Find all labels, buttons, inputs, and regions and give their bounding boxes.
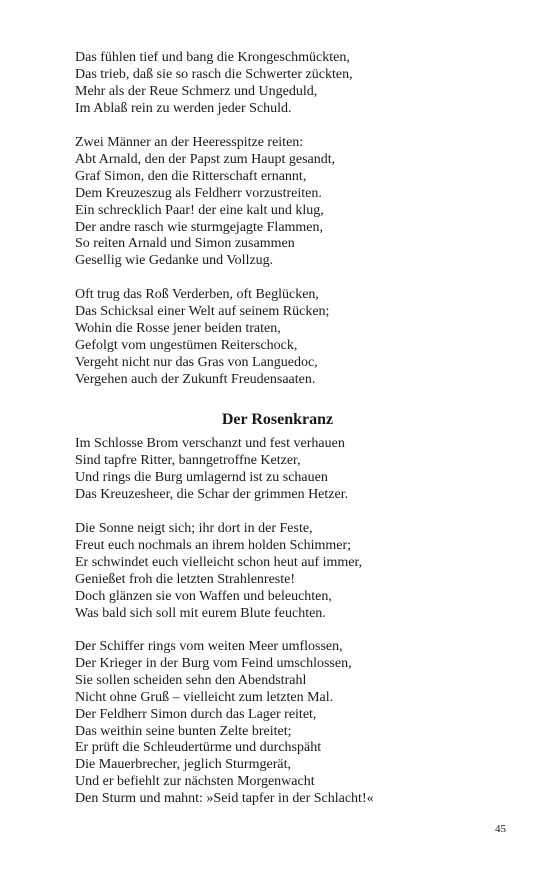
verse-line: Abt Arnald, den der Papst zum Haupt gesandt, bbox=[75, 151, 336, 167]
verse-line: Die Sonne neigt sich; ihr dort in der Feste, bbox=[75, 521, 313, 536]
verse-line: Der andre rasch wie sturmgejagte Flammen, bbox=[75, 219, 324, 235]
verse-line: Er schwindet euch vielleicht schon heut auf immer, bbox=[75, 554, 363, 570]
verse-line: Im Ablaß rein zu werden jeder Schuld. bbox=[75, 100, 292, 116]
verse-line: Das Kreuzesheer, die Schar der grimmen Hetzer. bbox=[75, 486, 349, 502]
verse-line: Freut euch nochmals an ihrem holden Schimmer; bbox=[75, 537, 352, 553]
verse-line: Doch glänzen sie von Waffen und beleuchten, bbox=[75, 588, 332, 604]
verse-line: Und rings die Burg umlagernd ist zu schauen bbox=[75, 469, 328, 485]
verse-line: Er prüft die Schleudertürme und durchspäht bbox=[75, 740, 322, 756]
verse-line: Die Mauerbrecher, jeglich Sturmgerät, bbox=[75, 757, 291, 773]
verse-line: Vergehen auch der Zukunft Freudensaaten. bbox=[75, 371, 316, 387]
verse-line: Sie sollen scheiden sehn den Abendstrahl bbox=[75, 672, 307, 688]
page-number: 45 bbox=[495, 823, 506, 835]
verse-line: Der Schiffer rings vom weiten Meer umflossen, bbox=[75, 639, 343, 654]
stanza-3 bbox=[75, 287, 329, 388]
poem-title: Der Rosenkranz bbox=[221, 411, 334, 428]
verse-line: Und er befiehlt zur nächsten Morgenwacht bbox=[75, 774, 315, 790]
verse-line: Graf Simon, den die Ritterschaft ernannt, bbox=[75, 168, 307, 184]
stanza-4 bbox=[75, 436, 348, 504]
verse-line: Der Feldherr Simon durch das Lager reitet, bbox=[75, 706, 317, 722]
verse-line: Das Schicksal einer Welt auf seinem Rücken; bbox=[75, 303, 330, 319]
verse-line: Zwei Männer an der Heeresspitze reiten: bbox=[75, 135, 304, 150]
verse-line: So reiten Arnald und Simon zusammen bbox=[75, 236, 295, 252]
verse-line: Wohin die Rosse jener beiden traten, bbox=[75, 320, 281, 336]
verse-line: Sind tapfre Ritter, banngetroffne Ketzer, bbox=[75, 452, 301, 468]
verse-line: Im Schlosse Brom verschanzt und fest verhauen bbox=[75, 436, 345, 451]
verse-line: Mehr als der Reue Schmerz und Ungeduld, bbox=[75, 83, 318, 99]
stanza-2 bbox=[75, 135, 335, 270]
verse-line: Ein schrecklich Paar! der eine kalt und klug, bbox=[75, 202, 324, 218]
verse-line: Das fühlen tief und bang die Krongeschmückten, bbox=[75, 50, 350, 65]
verse-line: Der Krieger in der Burg vom Feind umschlossen, bbox=[75, 655, 352, 671]
verse-line: Das weithin seine bunten Zelte breitet; bbox=[75, 723, 292, 739]
stanza-5 bbox=[75, 521, 362, 622]
verse-line: Vergeht nicht nur das Gras von Languedoc, bbox=[75, 354, 318, 370]
stanza-1 bbox=[75, 50, 353, 118]
verse-line: Nicht ohne Gruß – vielleicht zum letzten Mal. bbox=[75, 689, 334, 705]
verse-line: Genießet froh die letzten Strahlenreste! bbox=[75, 571, 296, 587]
verse-line: Gefolgt vom ungestümen Reiterschock, bbox=[75, 337, 298, 353]
verse-line: Gesellig wie Gedanke und Vollzug. bbox=[75, 253, 274, 269]
stanza-6 bbox=[75, 639, 374, 808]
verse-line: Dem Kreuzeszug als Feldherr vorzustreiten. bbox=[75, 185, 322, 201]
verse-line: Das trieb, daß sie so rasch die Schwerter zückten, bbox=[75, 66, 353, 82]
verse-line: Was bald sich soll mit eurem Blute feuchten. bbox=[75, 605, 326, 621]
verse-line: Den Sturm und mahnt: »Seid tapfer in der Schlacht!« bbox=[75, 791, 374, 807]
verse-line: Oft trug das Roß Verderben, oft Beglücken, bbox=[75, 287, 319, 302]
